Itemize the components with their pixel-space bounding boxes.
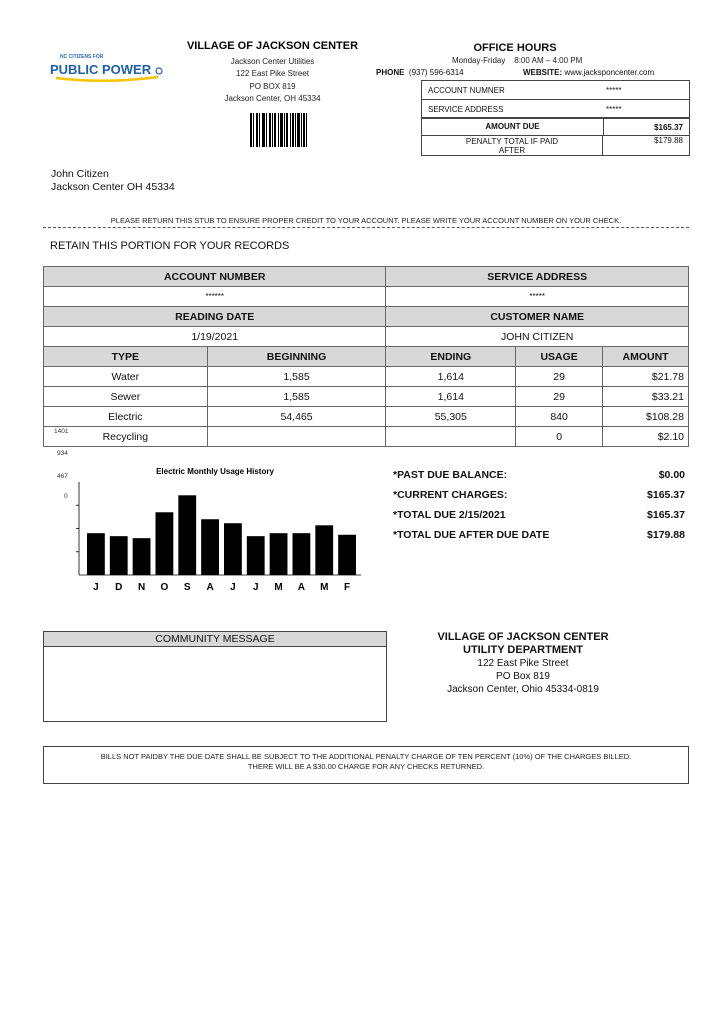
- x-tick-label: A: [297, 582, 306, 593]
- x-tick-label: M: [274, 582, 283, 593]
- account-number-header: ACCOUNT NUMBER: [44, 267, 386, 287]
- usage-bar: [201, 519, 219, 575]
- returned-check-notice: THERE WILL BE A $30.00 CHARGE FOR ANY CHECKS RETURNED.: [247, 762, 485, 771]
- row-amount: $2.10: [603, 427, 689, 447]
- col-header-ending: ENDING: [386, 347, 516, 367]
- service-address-value: *****: [386, 287, 689, 307]
- reading-date-value: 1/19/2021: [44, 327, 386, 347]
- phone-label: PHONE: [376, 68, 405, 77]
- office-hours-title: OFFICE HOURS: [473, 42, 557, 54]
- col-header-amount: AMOUNT: [603, 347, 689, 367]
- dept-subname: UTILITY DEPARTMENT: [463, 644, 583, 656]
- stub-service-label: SERVICE ADDRESS: [428, 104, 504, 114]
- customer-address: [51, 168, 175, 194]
- reading-date-header: READING DATE: [44, 307, 386, 327]
- table-row: [44, 407, 689, 427]
- table-row: [44, 367, 689, 387]
- usage-bar: [224, 523, 242, 575]
- dept-street: 122 East Pike Street: [477, 658, 569, 669]
- penalty-value: $179.88: [654, 136, 683, 145]
- totals-value: $179.88: [647, 529, 685, 541]
- row-beginning: 1,585: [207, 367, 386, 387]
- usage-bar: [133, 538, 151, 575]
- account-number-value: ******: [44, 287, 386, 307]
- totals-value: $0.00: [658, 469, 685, 481]
- stub-amount-box: [421, 118, 690, 156]
- customer-name-value: JOHN CITIZEN: [386, 327, 689, 347]
- amount-due-value: $165.37: [654, 122, 683, 132]
- row-usage: 29: [516, 367, 603, 387]
- customer-name: John Citizen: [51, 168, 109, 180]
- penalty-label: PENALTY TOTAL IF PAID AFTER: [422, 136, 603, 155]
- community-message-box: [43, 631, 387, 722]
- totals-label: *PAST DUE BALANCE:: [393, 469, 508, 481]
- office-hours: 8:00 AM – 4:00 PM: [514, 56, 583, 65]
- usage-bar: [247, 536, 265, 575]
- totals-row: [393, 505, 685, 525]
- website-label: WEBSITE:: [523, 68, 563, 77]
- penalty-notice-line: BILLS NOT PAIDBY THE DUE DATE SHALL BE SUBJECT TO THE ADDITIONAL PENALTY CHARGE OF TEN PERCENT (10%) OF THE CHARGES BILLED.: [100, 752, 632, 761]
- retain-heading: RETAIN THIS PORTION FOR YOUR RECORDS: [50, 240, 290, 252]
- totals-label: *TOTAL DUE 2/15/2021: [393, 509, 506, 521]
- dept-po-box: PO Box 819: [496, 671, 550, 682]
- utility-line: 122 East Pike Street: [236, 69, 309, 78]
- table-row: [44, 427, 689, 447]
- website-line: [523, 68, 654, 77]
- stub-notice: PLEASE RETURN THIS STUB TO ENSURE PROPER CREDIT TO YOUR ACCOUNT. PLEASE WRITE YOUR ACCOUNT NUMBER ON YOUR CHECK.: [110, 216, 622, 225]
- totals-block: [393, 465, 685, 545]
- totals-row: [393, 465, 685, 485]
- row-beginning: 1,585: [207, 387, 386, 407]
- chart-title: Electric Monthly Usage History: [156, 467, 274, 476]
- col-header-beginning: BEGINNING: [207, 347, 386, 367]
- row-usage: 0: [516, 427, 603, 447]
- row-ending: 55,305: [386, 407, 516, 427]
- svg-text:PUBLIC POWER: PUBLIC POWER: [50, 62, 152, 77]
- dept-city: Jackson Center, Ohio 45334-0819: [447, 684, 599, 695]
- usage-bar: [315, 525, 333, 575]
- row-type: Recycling: [44, 427, 208, 447]
- stub-account-value: *****: [606, 85, 622, 95]
- x-tick-label: J: [230, 582, 236, 593]
- totals-label: *CURRENT CHARGES:: [393, 489, 508, 501]
- stub-service-value: *****: [606, 104, 622, 114]
- x-tick-label: F: [344, 582, 351, 593]
- usage-bar: [110, 536, 128, 575]
- usage-history-chart: [43, 462, 365, 602]
- row-type: Electric: [44, 407, 208, 427]
- x-tick-label: S: [183, 582, 191, 593]
- totals-value: $165.37: [647, 509, 685, 521]
- totals-label: *TOTAL DUE AFTER DUE DATE: [393, 529, 550, 541]
- row-usage: 840: [516, 407, 603, 427]
- office-days: Monday-Friday: [452, 56, 506, 65]
- y-tick-label: 934: [57, 450, 68, 457]
- row-beginning: [207, 427, 386, 447]
- usage-chart-svg: [43, 462, 365, 602]
- stub-account-label: ACCOUNT NUMNER: [428, 85, 505, 95]
- penalty-notice: [43, 746, 689, 784]
- usage-bar: [338, 535, 356, 575]
- barcode: [250, 113, 307, 147]
- utility-line: PO BOX 819: [249, 81, 296, 91]
- row-ending: [386, 427, 516, 447]
- usage-bar: [293, 533, 311, 575]
- usage-bar: [156, 512, 174, 575]
- totals-row: [393, 485, 685, 505]
- row-amount: $33.21: [603, 387, 689, 407]
- cut-line: [43, 227, 689, 228]
- phone-number: (937) 596-6314: [408, 68, 464, 77]
- svg-text:NC CITIZENS FOR: NC CITIZENS FOR: [60, 54, 104, 60]
- col-header-usage: USAGE: [516, 347, 603, 367]
- x-tick-label: N: [137, 582, 146, 593]
- x-tick-label: D: [115, 582, 123, 593]
- usage-bar: [87, 533, 105, 575]
- y-tick-label: 0: [64, 493, 68, 500]
- row-ending: 1,614: [386, 387, 516, 407]
- totals-row: [393, 525, 685, 545]
- office-hours-line: [452, 56, 582, 65]
- billing-details-table: [43, 266, 689, 447]
- row-beginning: 54,465: [207, 407, 386, 427]
- customer-name-header: CUSTOMER NAME: [386, 307, 689, 327]
- public-power-logo: [46, 34, 170, 90]
- stub-account-box: [421, 80, 690, 118]
- utility-line: Jackson Center Utilities: [230, 56, 315, 66]
- table-row: [44, 387, 689, 407]
- utility-header: [170, 40, 375, 106]
- x-tick-label: A: [206, 582, 214, 593]
- dept-name: VILLAGE OF JACKSON CENTER: [437, 631, 609, 643]
- usage-bar: [270, 533, 288, 575]
- website-url[interactable]: www.jacksponcenter.com: [564, 68, 655, 77]
- utility-line: Jackson Center, OH 45334: [224, 94, 321, 103]
- row-ending: 1,614: [386, 367, 516, 387]
- amount-due-label: AMOUNT DUE: [422, 119, 604, 135]
- utility-name: VILLAGE OF JACKSON CENTER: [186, 40, 359, 52]
- totals-value: $165.37: [647, 489, 685, 501]
- community-message-title: COMMUNITY MESSAGE: [44, 632, 386, 647]
- service-address-header: SERVICE ADDRESS: [386, 267, 689, 287]
- x-tick-label: M: [320, 582, 329, 593]
- col-header-type: TYPE: [44, 347, 208, 367]
- customer-city: Jackson Center OH 45334: [51, 181, 175, 193]
- x-tick-label: O: [160, 582, 169, 593]
- phone-line: [376, 68, 464, 77]
- usage-bar: [178, 495, 196, 575]
- row-type: Water: [44, 367, 208, 387]
- row-usage: 29: [516, 387, 603, 407]
- row-amount: $21.78: [603, 367, 689, 387]
- x-tick-label: J: [93, 582, 99, 593]
- x-tick-label: J: [252, 582, 259, 593]
- y-tick-label: 1401: [54, 428, 69, 435]
- utility-department-address: [413, 631, 633, 696]
- row-type: Sewer: [44, 387, 208, 407]
- row-amount: $108.28: [603, 407, 689, 427]
- y-tick-label: 467: [57, 473, 68, 480]
